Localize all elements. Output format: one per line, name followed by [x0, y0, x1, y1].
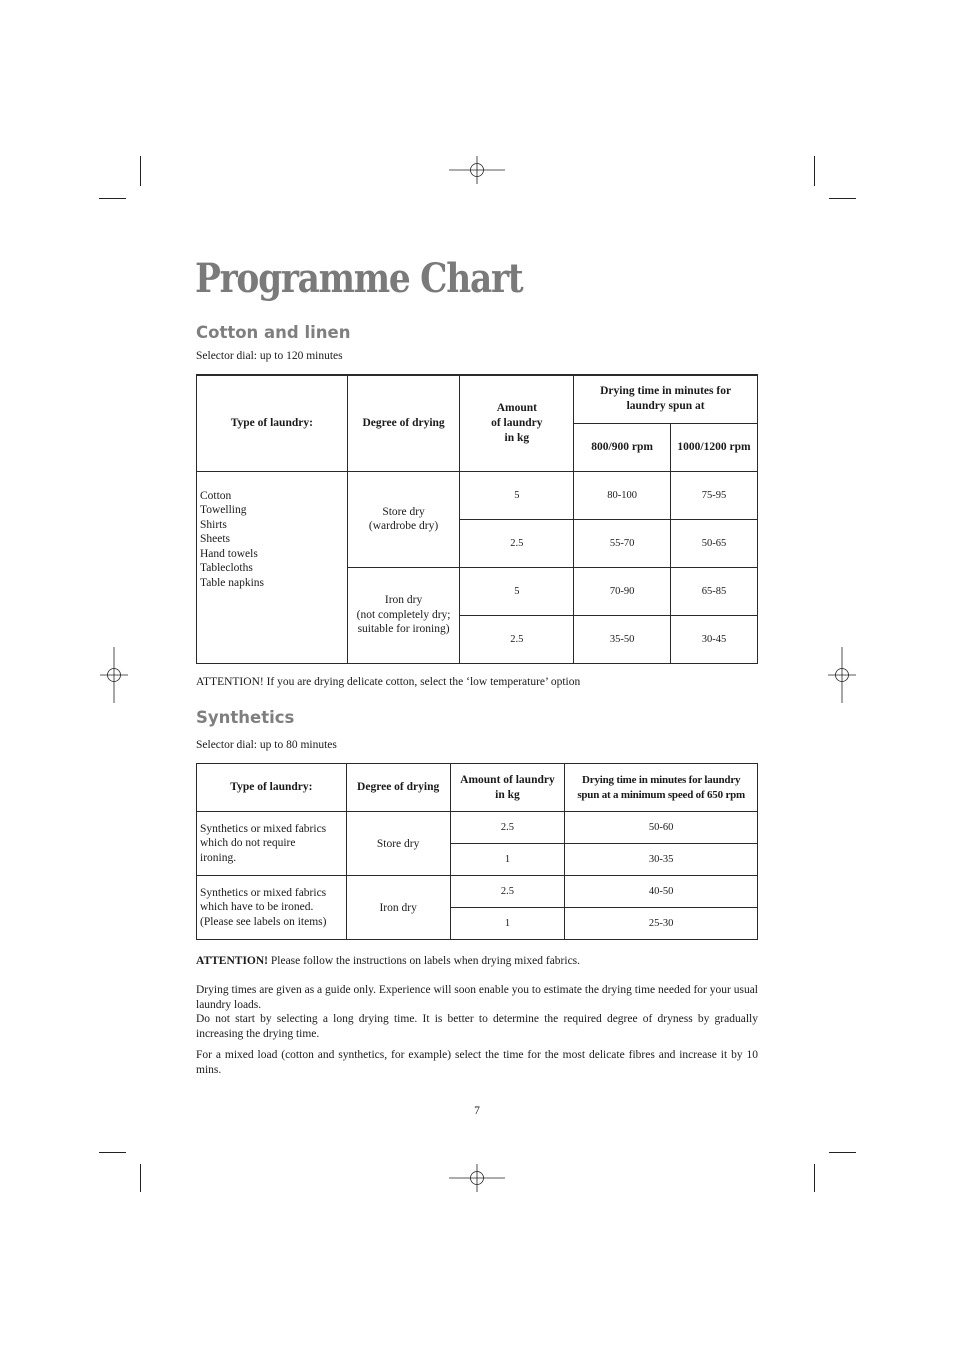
page-title: Programme Chart [195, 255, 523, 302]
attention-text: Please follow the instructions on labels when drying mixed fabrics. [268, 955, 581, 967]
note-paragraph: Drying times are given as a guide only. Experience will soon enable you to estimate the drying time needed for your usual laundry loads. [196, 984, 758, 1011]
crop-mark [814, 156, 815, 186]
laundry-type-line: ironing. [200, 851, 237, 864]
header-line: Amount of laundry [460, 773, 555, 786]
note-paragraph: For a mixed load (cotton and synthetics, for example) select the time for the most delicate fibres and increase it by 10 mins. [196, 1049, 758, 1076]
crop-mark [99, 1152, 126, 1153]
col-header-degree: Degree of drying [347, 375, 460, 471]
laundry-type-cell [197, 876, 347, 940]
laundry-type: Hand towels [200, 547, 258, 560]
time-cell: 70-90 [574, 567, 671, 615]
header-line: Amount [496, 401, 537, 414]
amount-cell: 1 [450, 908, 565, 940]
degree-line: (not completely dry; [356, 608, 451, 621]
amount-cell: 2.5 [450, 876, 565, 908]
cotton-table [196, 374, 758, 664]
time-cell: 40-50 [565, 876, 758, 908]
laundry-type: Towelling [200, 504, 247, 516]
col-header-drying-time [565, 764, 758, 812]
cotton-selector-note: Selector dial: up to 120 minutes [196, 350, 343, 362]
crop-mark [140, 156, 141, 186]
time-cell: 25-30 [565, 908, 758, 940]
col-header-rpm1: 800/900 rpm [574, 423, 671, 471]
page-number: 7 [474, 1105, 480, 1117]
note-paragraph: Do not start by selecting a long drying time. It is better to determine the required degree of dryness by gradually increasing the drying time. [196, 1013, 758, 1040]
degree-store-dry [347, 471, 460, 567]
header-line: laundry spun at [626, 400, 705, 413]
amount-cell: 5 [460, 567, 574, 615]
time-cell: 50-60 [565, 812, 758, 844]
crop-mark [814, 1164, 815, 1192]
laundry-type: Tablecloths [200, 562, 253, 574]
registration-mark-icon [86, 647, 142, 703]
laundry-types-cell [197, 471, 348, 663]
synthetics-heading: Synthetics [196, 708, 295, 727]
synthetics-table [196, 763, 758, 940]
header-line: spun at a minimum speed of 650 rpm [577, 788, 746, 801]
degree-line: (wardrobe dry) [368, 520, 439, 532]
table-row [197, 876, 758, 908]
header-line: Drying time in minutes for laundry [582, 773, 741, 786]
amount-cell: 5 [460, 471, 574, 519]
header-line: of laundry [491, 416, 543, 429]
cotton-heading: Cotton and linen [196, 323, 351, 342]
laundry-type: Shirts [200, 518, 227, 531]
time-cell: 80-100 [574, 471, 671, 519]
time-cell: 30-45 [671, 615, 758, 663]
table-row [197, 812, 758, 844]
crop-mark [99, 198, 126, 199]
col-header-amount [460, 375, 574, 471]
laundry-type-line: which have to be ironed. [200, 901, 314, 914]
crop-mark [829, 1152, 856, 1153]
degree-line: Iron dry [384, 594, 423, 607]
time-cell: 55-70 [574, 519, 671, 567]
degree-cell: Iron dry [346, 876, 450, 940]
col-header-drying-time [574, 375, 758, 423]
time-cell: 50-65 [671, 519, 758, 567]
synthetics-attention-note [196, 954, 580, 969]
laundry-type-cell [197, 812, 347, 876]
time-cell: 75-95 [671, 471, 758, 519]
col-header-type: Type of laundry: [197, 375, 348, 471]
laundry-type: Sheets [200, 533, 231, 545]
registration-mark-icon [449, 142, 505, 198]
amount-cell: 2.5 [450, 812, 565, 844]
time-cell: 65-85 [671, 567, 758, 615]
laundry-type-line: which do not require [200, 837, 296, 850]
time-cell: 35-50 [574, 615, 671, 663]
header-line: in kg [495, 788, 520, 801]
time-cell: 30-35 [565, 844, 758, 876]
header-line: Drying time in minutes for [600, 385, 732, 398]
crop-mark [829, 198, 856, 199]
registration-mark-icon [449, 1150, 505, 1206]
col-header-rpm2: 1000/1200 rpm [671, 423, 758, 471]
col-header-amount [450, 764, 565, 812]
registration-mark-icon [814, 647, 870, 703]
header-line: in kg [504, 431, 530, 444]
laundry-type: Table napkins [200, 576, 265, 589]
amount-cell: 1 [450, 844, 565, 876]
amount-cell: 2.5 [460, 519, 574, 567]
attention-label: ATTENTION! [196, 955, 268, 967]
degree-line: suitable for ironing) [357, 623, 450, 636]
degree-iron-dry [347, 567, 460, 663]
col-header-type: Type of laundry: [197, 764, 347, 812]
amount-cell: 2.5 [460, 615, 574, 663]
synthetics-selector-note: Selector dial: up to 80 minutes [196, 739, 337, 751]
cotton-attention-note: ATTENTION! If you are drying delicate cotton, select the ‘low temperature’ option [196, 676, 581, 688]
laundry-type: Cotton [200, 489, 232, 502]
table-row [197, 471, 758, 519]
degree-cell: Store dry [346, 812, 450, 876]
degree-line: Store dry [382, 505, 425, 518]
laundry-type-line: (Please see labels on items) [200, 915, 327, 928]
laundry-type-line: Synthetics or mixed fabrics [200, 886, 327, 899]
col-header-degree: Degree of drying [346, 764, 450, 812]
crop-mark [140, 1164, 141, 1192]
laundry-type-line: Synthetics or mixed fabrics [200, 822, 327, 835]
